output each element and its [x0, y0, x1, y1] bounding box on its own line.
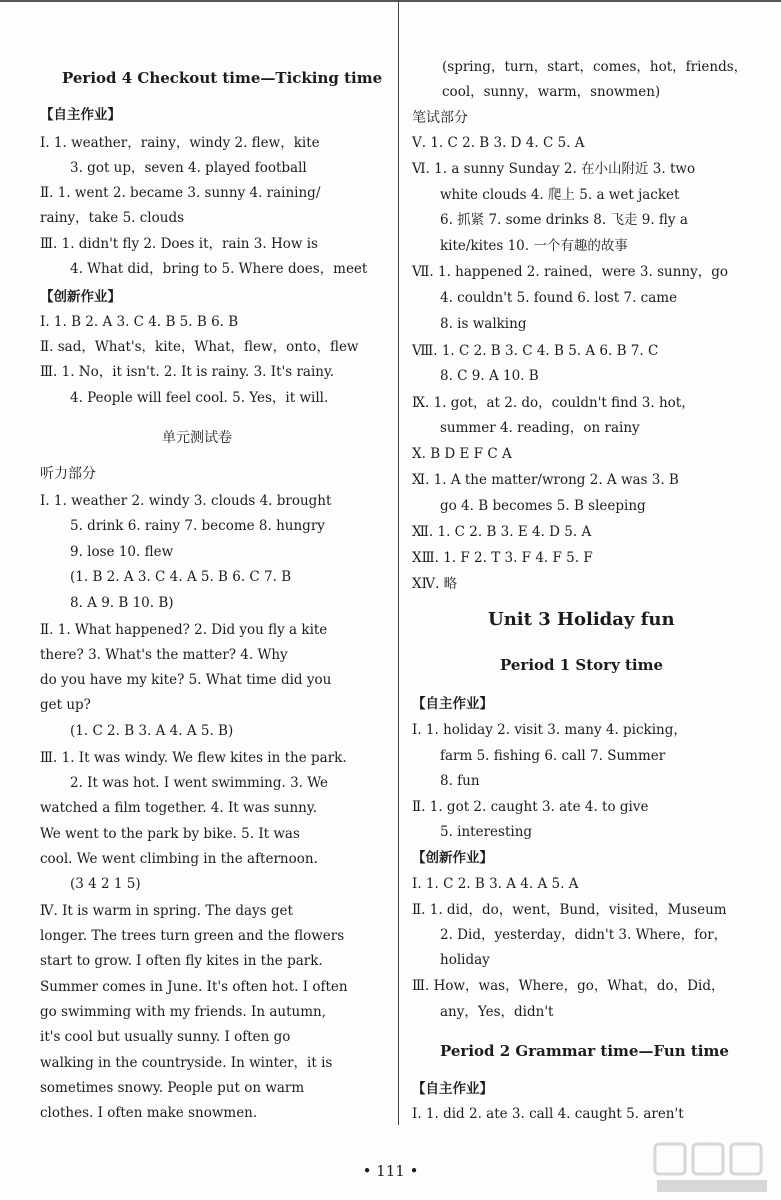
answer-line: 9. lose 10. flew — [70, 544, 174, 560]
answer-line: We went to the park by bike. 5. It was — [40, 826, 300, 842]
answer-line: 4. What did，bring to 5. Where does，meet — [70, 261, 368, 277]
answer-line: 5. drink 6. rainy 7. become 8. hungry — [70, 518, 325, 534]
right-column — [412, 0, 757, 1140]
answer-line: Ⅲ. 1. It was windy. We flew kites in the park. — [40, 750, 347, 766]
answer-line: Summer comes in June. It's often hot. I often — [40, 979, 348, 995]
answer-line: ⅩⅣ. 略 — [412, 576, 458, 592]
answer-line: ⅩⅢ. 1. F 2. T 3. F 4. F 5. F — [412, 550, 593, 566]
answer-line: Ⅰ. 1. did 2. ate 3. call 4. caught 5. aren't — [412, 1106, 684, 1122]
answer-line: (spring，turn，start，comes，hot，friends， — [442, 59, 748, 75]
answer-line: 4. People will feel cool. 5. Yes，it will. — [70, 390, 329, 406]
answer-line: 2. Did，yesterday，didn't 3. Where，for， — [440, 927, 728, 943]
answer-line: any，Yes，didn't — [440, 1004, 554, 1020]
answer-line: 【创新作业】 — [40, 289, 121, 305]
answer-line: 3. got up，seven 4. played football — [70, 160, 307, 176]
answer-line: Ⅰ. 1. weather 2. windy 3. clouds 4. brought — [40, 493, 332, 509]
section-heading: 听力部分 — [40, 466, 96, 482]
answer-line: Ⅵ. 1. a sunny Sunday 2. 在小山附近 3. two — [412, 161, 696, 177]
answer-line: cool. We went climbing in the afternoon. — [40, 851, 318, 867]
answer-line: rainy，take 5. clouds — [40, 210, 185, 226]
answer-line: Ⅷ. 1. C 2. B 3. C 4. B 5. A 6. B 7. C — [412, 343, 659, 359]
answer-line: (1. B 2. A 3. C 4. A 5. B 6. C 7. B — [70, 569, 292, 585]
answer-line: Ⅲ. How，was，Where，go，What，do，Did， — [412, 978, 725, 994]
answer-line: there? 3. What's the matter? 4. Why — [40, 647, 288, 663]
answer-line: Ⅲ. 1. No，it isn't. 2. It is rainy. 3. It's rainy. — [40, 364, 335, 380]
answer-line: Ⅰ. 1. C 2. B 3. A 4. A 5. A — [412, 876, 579, 892]
answer-line: 【创新作业】 — [412, 850, 493, 866]
answer-line: 8. fun — [440, 773, 480, 789]
answer-line: Ⅱ. 1. went 2. became 3. sunny 4. raining/ — [40, 185, 321, 201]
answer-line: 2. It was hot. I went swimming. 3. We — [70, 775, 329, 791]
answer-line: sometimes snowy. People put on warm — [40, 1080, 305, 1096]
answer-line: farm 5. fishing 6. call 7. Summer — [440, 748, 666, 764]
answer-line: Ⅺ. 1. A the matter/wrong 2. A was 3. B — [412, 472, 679, 488]
answer-line: Ⅲ. 1. didn't fly 2. Does it，rain 3. How is — [40, 236, 318, 252]
answer-line: Ⅱ. sad，What's，kite，What，flew，onto，flew — [40, 339, 359, 355]
answer-line: longer. The trees turn green and the flowers — [40, 928, 345, 944]
answer-line: summer 4. reading，on rainy — [440, 420, 640, 436]
answer-line: Ⅹ. B D E F C A — [412, 446, 512, 462]
section-heading: 笔试部分 — [412, 110, 468, 126]
answer-line: 8. is walking — [440, 316, 527, 332]
answer-line: Ⅰ. 1. weather，rainy，windy 2. flew，kite — [40, 135, 320, 151]
answer-line: cool，sunny，warm，snowmen) — [442, 84, 661, 100]
answer-line: Ⅳ. It is warm in spring. The days get — [40, 903, 293, 919]
section-heading: Unit 3 Holiday fun — [488, 609, 675, 630]
answer-line: Ⅻ. 1. C 2. B 3. E 4. D 5. A — [412, 524, 592, 540]
answer-line: 8. C 9. A 10. B — [440, 368, 539, 384]
answer-line: Ⅰ. 1. B 2. A 3. C 4. B 5. B 6. B — [40, 314, 239, 330]
answer-line: clothes. I often make snowmen. — [40, 1105, 258, 1121]
answer-line: Ⅰ. 1. holiday 2. visit 3. many 4. picking， — [412, 722, 687, 738]
answer-line: walking in the countryside. In winter，it is — [40, 1055, 333, 1071]
section-heading: Period 4 Checkout time—Ticking time — [62, 69, 383, 87]
watermark-logo — [653, 1140, 773, 1196]
answer-line: get up? — [40, 697, 91, 713]
answer-line: 6. 抓紧 7. some drinks 8. 飞走 9. fly a — [440, 212, 688, 228]
answer-line: 8. A 9. B 10. B) — [70, 595, 174, 611]
answer-line: Ⅱ. 1. What happened? 2. Did you fly a kite — [40, 622, 328, 638]
answer-line: go 4. B becomes 5. B sleeping — [440, 498, 646, 514]
section-heading: 单元测试卷 — [162, 430, 232, 446]
page-number: • 111 • — [362, 1162, 419, 1180]
answer-line: holiday — [440, 952, 490, 968]
answer-line: it's cool but usually sunny. I often go — [40, 1029, 291, 1045]
answer-line: (3 4 2 1 5) — [70, 876, 141, 892]
answer-line: start to grow. I often fly kites in the park. — [40, 953, 323, 969]
answer-line: white clouds 4. 爬上 5. a wet jacket — [440, 187, 680, 203]
answer-line: watched a film together. 4. It was sunny. — [40, 800, 317, 816]
answer-line: 5. interesting — [440, 824, 533, 840]
answer-line: Ⅸ. 1. got，at 2. do，couldn't find 3. hot， — [412, 395, 695, 411]
answer-line: 【自主作业】 — [40, 107, 121, 123]
answer-line: Ⅱ. 1. did，do，went，Bund，visited，Museum — [412, 902, 727, 918]
answer-line: kite/kites 10. 一个有趣的故事 — [440, 238, 628, 254]
column-divider — [398, 0, 399, 1125]
section-heading: Period 1 Story time — [500, 656, 664, 674]
left-column — [40, 0, 390, 1140]
answer-line: do you have my kite? 5. What time did you — [40, 672, 332, 688]
answer-line: Ⅴ. 1. C 2. B 3. D 4. C 5. A — [412, 135, 585, 151]
answer-line: 4. couldn't 5. found 6. lost 7. came — [440, 290, 678, 306]
answer-line: go swimming with my friends. In autumn, — [40, 1004, 326, 1020]
answer-line: Ⅶ. 1. happened 2. rained，were 3. sunny，go — [412, 264, 728, 280]
answer-line: Ⅱ. 1. got 2. caught 3. ate 4. to give — [412, 799, 649, 815]
answer-line: 【自主作业】 — [412, 696, 493, 712]
answer-line: (1. C 2. B 3. A 4. A 5. B) — [70, 723, 234, 739]
answer-line: 【自主作业】 — [412, 1081, 493, 1097]
section-heading: Period 2 Grammar time—Fun time — [440, 1042, 729, 1060]
